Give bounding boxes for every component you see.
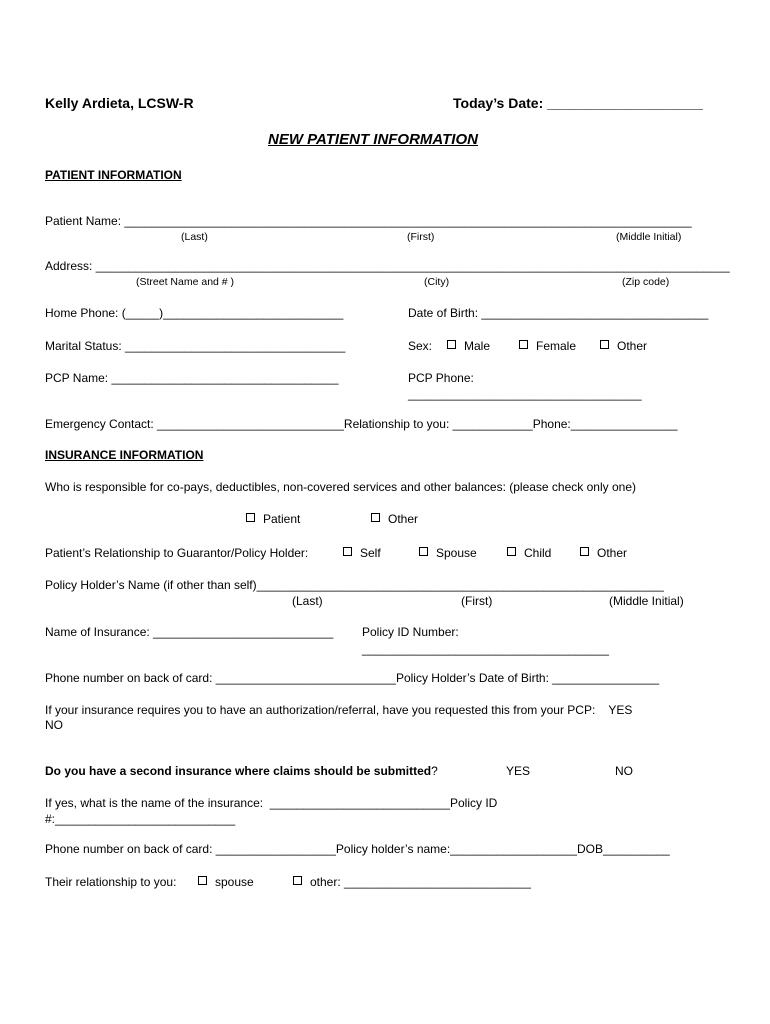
- responsible-other-label: Other: [388, 512, 419, 526]
- holder-mi-caption: (Middle Initial): [609, 594, 684, 608]
- their-relationship-label: Their relationship to you:: [45, 875, 177, 889]
- their-other-option[interactable]: [293, 876, 531, 888]
- marital-status-field[interactable]: Marital Status: _________________________________: [45, 339, 346, 353]
- authorization-no: NO: [45, 718, 63, 732]
- their-spouse-option[interactable]: [198, 876, 254, 888]
- pcp-name-field[interactable]: PCP Name: __________________________________: [45, 371, 339, 385]
- card-phone-field[interactable]: Phone number on back of card: ___________________________Policy Holder’s Date of Birth: ________________: [45, 671, 660, 685]
- patient-name-last-caption: (Last): [181, 231, 208, 243]
- sex-other-label: Other: [617, 339, 648, 353]
- holder-first-caption: (First): [461, 594, 493, 608]
- checkbox-icon[interactable]: [580, 547, 589, 556]
- holder-last-caption: (Last): [292, 594, 323, 608]
- sex-other-option[interactable]: [600, 340, 647, 352]
- checkbox-icon[interactable]: [371, 513, 380, 522]
- rel-other-option[interactable]: [580, 547, 627, 559]
- address-field[interactable]: Address: _______________________________________________________________________________________________: [45, 259, 730, 273]
- sex-male-option[interactable]: [447, 340, 490, 352]
- guarantor-relationship-label: Patient’s Relationship to Guarantor/Policy Holder:: [45, 546, 309, 560]
- their-other-label: other: ____________________________: [310, 875, 531, 889]
- policy-holder-name-field[interactable]: Policy Holder’s Name (if other than self)_____________________________________________________________: [45, 578, 664, 592]
- insurance-info-heading: INSURANCE INFORMATION: [45, 448, 204, 462]
- authorization-question: If your insurance requires you to have an authorization/referral, have you requested this from your PCP: YES: [45, 703, 633, 717]
- responsible-patient-label: Patient: [263, 512, 301, 526]
- rel-child-option[interactable]: [507, 547, 551, 559]
- pcp-phone-field[interactable]: ___________________________________: [408, 387, 642, 401]
- rel-child-label: Child: [524, 546, 552, 560]
- second-card-phone-field[interactable]: Phone number on back of card: __________________Policy holder’s name:___________________DOB__________: [45, 842, 670, 856]
- patient-name-field[interactable]: Patient Name: _____________________________________________________________________________________: [45, 214, 692, 228]
- checkbox-icon[interactable]: [343, 547, 352, 556]
- pcp-phone-label: PCP Phone:: [408, 371, 474, 385]
- checkbox-icon[interactable]: [447, 340, 456, 349]
- second-insurance-name-field[interactable]: If yes, what is the name of the insurance: ___________________________Policy ID: [45, 796, 498, 810]
- todays-date-field[interactable]: Today’s Date: ____________________: [453, 95, 703, 111]
- patient-name-mi-caption: (Middle Initial): [616, 231, 682, 243]
- emergency-contact-field[interactable]: Emergency Contact: ____________________________Relationship to you: ____________Phone:________________: [45, 417, 678, 431]
- checkbox-icon[interactable]: [246, 513, 255, 522]
- address-zip-caption: (Zip code): [622, 276, 670, 288]
- checkbox-icon[interactable]: [519, 340, 528, 349]
- policy-id-label: Policy ID Number:: [362, 625, 459, 639]
- second-insurance-no[interactable]: NO: [615, 764, 633, 778]
- second-insurance-question-mark: ?: [431, 764, 438, 778]
- sex-female-label: Female: [536, 339, 577, 353]
- rel-self-option[interactable]: [343, 547, 381, 559]
- checkbox-icon[interactable]: [600, 340, 609, 349]
- insurance-name-field[interactable]: Name of Insurance: ___________________________: [45, 625, 334, 639]
- address-city-caption: (City): [424, 276, 450, 288]
- checkbox-icon[interactable]: [507, 547, 516, 556]
- second-insurance-question-text: Do you have a second insurance where claims should be submitted: [45, 764, 432, 778]
- their-spouse-label: spouse: [215, 875, 254, 889]
- rel-self-label: Self: [360, 546, 381, 560]
- responsible-other-option[interactable]: [371, 513, 418, 525]
- second-policy-id-field[interactable]: #:___________________________: [45, 812, 236, 826]
- address-street-caption: (Street Name and # ): [136, 276, 235, 288]
- responsible-patient-option[interactable]: [246, 513, 300, 525]
- rel-other-label: Other: [597, 546, 628, 560]
- second-insurance-question: [45, 765, 438, 777]
- sex-female-option[interactable]: [519, 340, 576, 352]
- home-phone-field[interactable]: Home Phone: (_____)___________________________: [45, 306, 344, 320]
- responsible-question: Who is responsible for co-pays, deductibles, non-covered services and other balances: (please check only one): [45, 480, 636, 494]
- checkbox-icon[interactable]: [293, 876, 302, 885]
- page-title: NEW PATIENT INFORMATION: [268, 131, 478, 148]
- provider-name: Kelly Ardieta, LCSW-R: [45, 95, 194, 111]
- patient-info-heading: PATIENT INFORMATION: [45, 168, 182, 182]
- sex-label: Sex:: [408, 339, 433, 353]
- checkbox-icon[interactable]: [198, 876, 207, 885]
- rel-spouse-option[interactable]: [419, 547, 477, 559]
- patient-name-first-caption: (First): [407, 231, 435, 243]
- second-insurance-yes[interactable]: YES: [506, 764, 531, 778]
- rel-spouse-label: Spouse: [436, 546, 477, 560]
- date-of-birth-field[interactable]: Date of Birth: __________________________________: [408, 306, 709, 320]
- policy-id-field[interactable]: _____________________________________: [362, 642, 609, 656]
- checkbox-icon[interactable]: [419, 547, 428, 556]
- sex-male-label: Male: [464, 339, 491, 353]
